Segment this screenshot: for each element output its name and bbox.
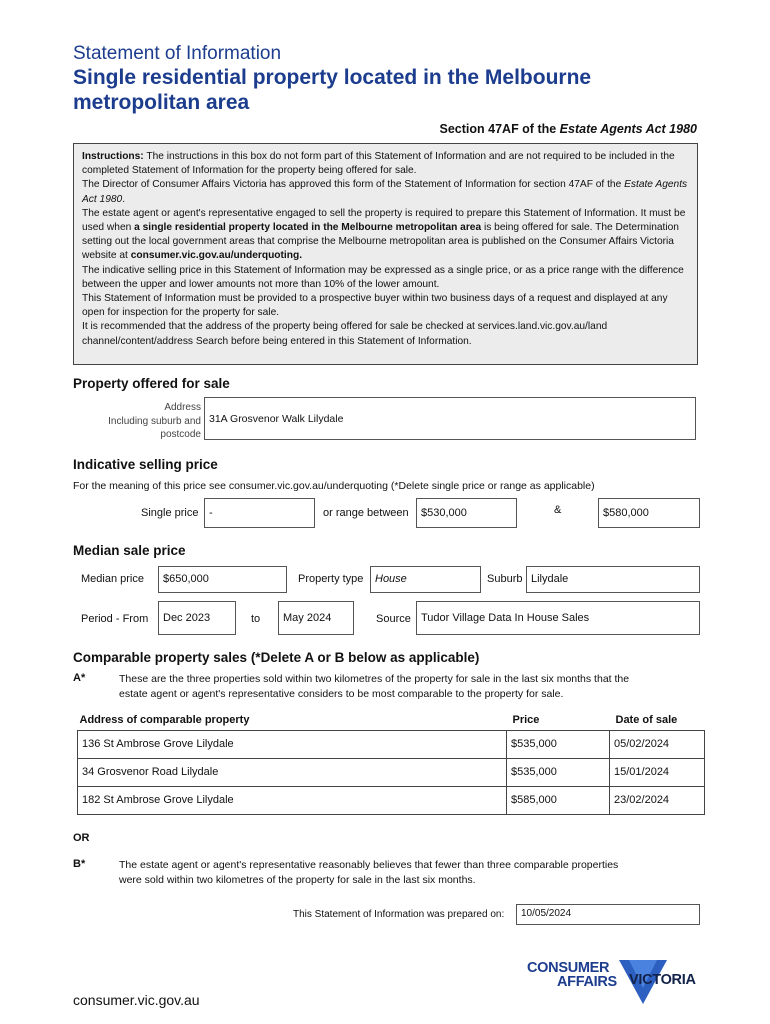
range-high-field[interactable]: $580,000 — [598, 498, 700, 528]
row-address[interactable]: 136 St Ambrose Grove Lilydale — [78, 730, 507, 758]
col-price: Price — [512, 713, 540, 726]
col-address: Address of comparable property — [79, 713, 250, 726]
section-prefix: Section 47AF of the — [439, 122, 560, 136]
or-label: OR — [73, 832, 90, 844]
option-a-text-line1: These are the three properties sold within two kilometres of the property for sale in the last six months that the — [119, 673, 630, 685]
option-a-marker: A* — [73, 672, 86, 684]
option-a-text-line2: estate agent or agent's representative considers to be most comparable to the property for sale. — [119, 687, 564, 700]
consumer-affairs-victoria-logo — [527, 958, 707, 1008]
col-date: Date of sale — [615, 713, 678, 726]
row-address[interactable]: 34 Grosvenor Road Lilydale — [78, 758, 507, 786]
range-label: or range between — [323, 507, 409, 519]
prepared-label: This Statement of Information was prepared on: — [293, 909, 505, 920]
row-address[interactable]: 182 St Ambrose Grove Lilydale — [78, 786, 507, 814]
range-low-field[interactable]: $530,000 — [416, 498, 517, 528]
section-act: Estate Agents Act 1980 — [559, 122, 697, 136]
section-reference — [440, 122, 697, 136]
instructions-p4: The indicative selling price in this Statement of Information may be expressed as a single price, or as a price range with the difference between the upper and lower amounts not more than 10% of the lower amount. — [82, 264, 684, 290]
suburb-field[interactable]: Lilydale — [526, 566, 700, 593]
indicative-heading: Indicative selling price — [73, 457, 218, 472]
row-price[interactable]: $535,000 — [507, 730, 610, 758]
instructions-p1: The instructions in this box do not form part of this Statement of Information and are not required to be included in the completed Statement of Information for the property being offered for sale. — [82, 151, 675, 177]
period-from-label: Period - From — [81, 613, 149, 625]
table-row — [78, 758, 705, 786]
table-row — [78, 730, 705, 758]
option-b-text-line2: were sold within two kilometres of the property for sale in the last six months. — [119, 874, 476, 886]
form-title — [73, 65, 591, 115]
source-label: Source — [376, 613, 411, 625]
address-label-3: postcode — [160, 429, 201, 440]
underquoting-link[interactable]: consumer.vic.gov.au/underquoting. — [130, 250, 303, 262]
indicative-note: For the meaning of this price see consumer.vic.gov.au/underquoting (*Delete single price or range as applicable) — [73, 480, 595, 492]
address-label-2: Including suburb and — [108, 415, 201, 427]
median-price-field[interactable]: $650,000 — [158, 566, 287, 593]
instructions-p5: This Statement of Information must be provided to a prospective buyer within two business days of a request and displayed at any open for inspection for the property for sale. — [82, 293, 668, 319]
row-date[interactable]: 23/02/2024 — [610, 786, 705, 814]
option-b-text — [119, 858, 618, 888]
logo-victoria: VICTORIA — [629, 972, 696, 988]
address-field[interactable]: 31A Grosvenor Walk Lilydale — [204, 397, 696, 440]
form-title-line2: metropolitan area — [73, 91, 250, 114]
address-label-1: Address — [164, 402, 201, 413]
range-ampersand: & — [554, 504, 562, 516]
instructions-label: Instructions: — [82, 151, 144, 162]
period-to-label: to — [251, 613, 261, 625]
row-date[interactable]: 05/02/2024 — [610, 730, 705, 758]
row-price[interactable]: $535,000 — [507, 758, 610, 786]
period-from-field[interactable]: Dec 2023 — [158, 601, 236, 635]
property-type-field[interactable]: House — [370, 566, 481, 593]
instructions-p3-bold: a single residential property located in the Melbourne metropolitan area — [134, 222, 482, 234]
instructions-p3a: The estate agent or agent's representative engaged to sell the property is required to prepare this Statement of Information. It must be used when — [82, 207, 686, 234]
comparable-heading: Comparable property sales (*Delete A or B below as applicable) — [73, 650, 480, 665]
option-b-marker: B* — [73, 858, 86, 870]
instructions-box — [73, 143, 698, 365]
option-b-text-line1: The estate agent or agent's representative reasonably believes that fewer than three comparable properties — [119, 859, 619, 871]
table-row — [78, 786, 705, 814]
comparable-table — [77, 710, 705, 815]
comparable-table-header — [78, 710, 705, 730]
instructions-p2-italic: Estate Agents Act 1980 — [82, 179, 688, 205]
address-label — [73, 401, 201, 442]
period-to-field[interactable]: May 2024 — [278, 601, 354, 635]
row-date[interactable]: 15/01/2024 — [610, 758, 705, 786]
property-type-label: Property type — [298, 573, 364, 585]
source-field[interactable]: Tudor Village Data In House Sales — [416, 601, 700, 635]
form-subtitle: Statement of Information — [73, 43, 282, 64]
instructions-p2a: The Director of Consumer Affairs Victoria has approved this form of the Statement of Information for section 47AF of the — [82, 179, 625, 191]
instructions-p2b: . — [122, 193, 126, 205]
prepared-date-field[interactable]: 10/05/2024 — [516, 904, 700, 925]
instructions-p6: It is recommended that the address of the property being offered for sale be checked at services.land.vic.gov.au/land channel/content/address Search before being entered in this Statement of Information. — [82, 321, 608, 347]
instructions-p3b: is being offered for sale. The Determination setting out the local government areas that comprise the Melbourne metropolitan area is published on the Consumer Affairs Victoria website at — [82, 222, 679, 262]
logo-affairs: AFFAIRS — [557, 974, 617, 990]
form-title-line1: Single residential property located in the Melbourne — [73, 66, 592, 89]
row-price[interactable]: $585,000 — [507, 786, 610, 814]
property-heading: Property offered for sale — [73, 376, 230, 391]
median-heading: Median sale price — [73, 543, 186, 558]
single-price-label: Single price — [141, 507, 199, 519]
suburb-label: Suburb — [487, 573, 523, 585]
logo-consumer: CONSUMER — [527, 960, 610, 976]
single-price-field[interactable]: - — [204, 498, 315, 528]
median-price-label: Median price — [81, 573, 144, 585]
footer-website[interactable]: consumer.vic.gov.au — [73, 992, 200, 1008]
option-a-text — [119, 672, 629, 701]
